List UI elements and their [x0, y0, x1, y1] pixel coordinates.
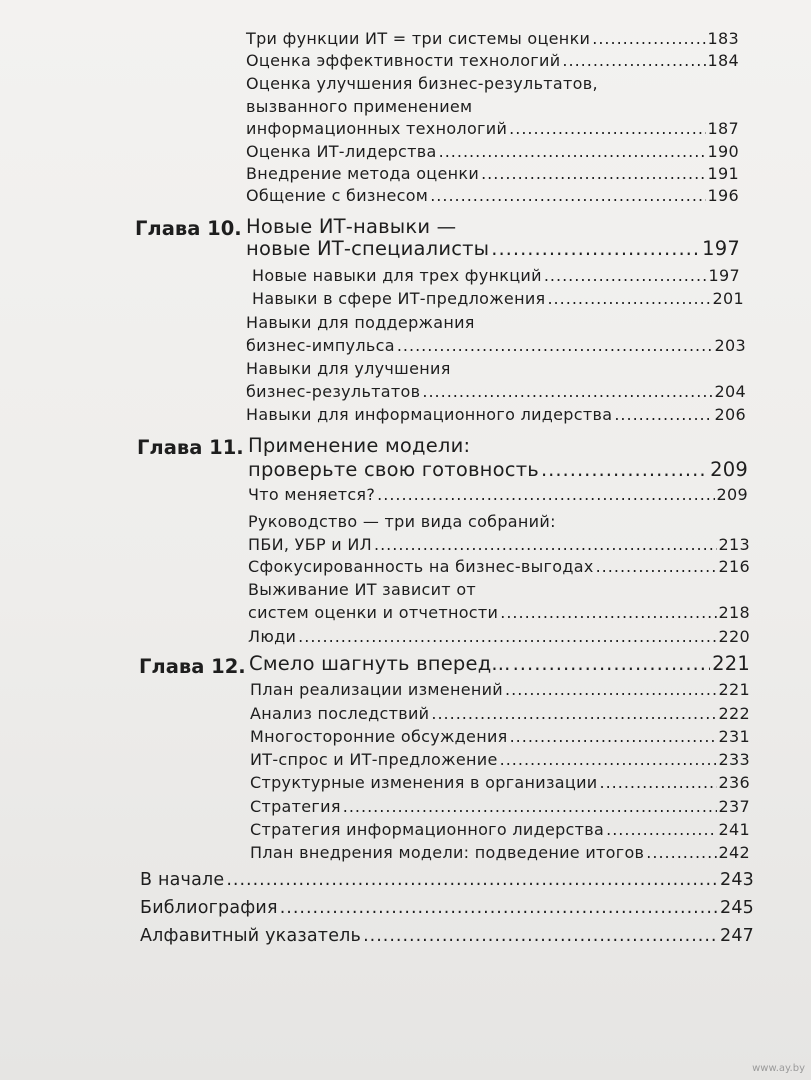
watermark: www.ay.by: [752, 1063, 805, 1074]
toc-entry: Оценка улучшения бизнес-результатов,: [246, 74, 598, 93]
toc-entry: вызванного применением: [246, 97, 473, 116]
toc-entry: Навыки для информационного лидерства ..... 206: [246, 405, 746, 424]
toc-entry: бизнес-импульса ..... 203: [246, 336, 746, 355]
toc-entry: Навыки для улучшения: [246, 359, 451, 378]
toc-entry: Что меняется? ..... 209: [248, 485, 748, 504]
toc-entry: Сфокусированность на бизнес-выгодах ..... 216: [248, 557, 750, 576]
toc-entry: ИТ-спрос и ИТ-предложение ..... 233: [250, 750, 750, 769]
toc-entry: систем оценки и отчетности ..... 218: [248, 603, 750, 622]
chapter-label: Глава 12.: [139, 655, 246, 678]
toc-entry: Руководство — три вида собраний:: [248, 512, 556, 531]
chapter-label: Глава 10.: [135, 217, 242, 240]
toc-entry: План внедрения модели: подведение итогов ..... 242: [250, 843, 750, 862]
toc-entry: Новые навыки для трех функций ..... 197: [252, 266, 740, 285]
chapter-title: Применение модели:: [248, 434, 471, 457]
toc-entry: Оценка ИТ-лидерства ..... 190: [246, 142, 739, 161]
chapter-title: Новые ИТ-навыки —: [246, 215, 457, 238]
toc-entry: Оценка эффективности технологий ..... 184: [246, 51, 739, 70]
toc-entry: План реализации изменений ..... 221: [250, 680, 750, 699]
toc-entry: Анализ последствий ..... 222: [250, 704, 750, 723]
chapter-title: проверьте свою готовность ..... 209: [248, 458, 748, 481]
chapter-title: Смело шагнуть вперед... ..... 221: [249, 652, 750, 675]
toc-entry: Внедрение метода оценки ..... 191: [246, 164, 739, 183]
toc-entry: Навыки в сфере ИТ-предложения ..... 201: [252, 289, 744, 308]
toc-entry: Стратегия информационного лидерства ..... 241: [250, 820, 750, 839]
toc-entry: Многосторонние обсуждения ..... 231: [250, 727, 750, 746]
toc-entry: Выживание ИТ зависит от: [248, 580, 477, 599]
toc-entry: информационных технологий ..... 187: [246, 119, 739, 138]
toc-entry: Три функции ИТ = три системы оценки ..... 183: [246, 29, 739, 48]
chapter-label: Глава 11.: [137, 436, 244, 459]
toc-entry: Структурные изменения в организации ..... 236: [250, 773, 750, 792]
chapter-title: новые ИТ-специалисты ..... 197: [246, 237, 740, 260]
toc-entry: В начале ..... 243: [140, 870, 754, 890]
toc-entry: ПБИ, УБР и ИЛ ..... 213: [248, 535, 750, 554]
toc-entry: Библиография ..... 245: [140, 898, 754, 918]
toc-entry: бизнес-результатов ..... 204: [246, 382, 746, 401]
toc-entry: Алфавитный указатель ..... 247: [140, 926, 754, 946]
toc-entry: Навыки для поддержания: [246, 313, 475, 332]
toc-entry: Общение с бизнесом ..... 196: [246, 186, 739, 205]
toc-entry: Стратегия ..... 237: [250, 797, 750, 816]
toc-entry: Люди ..... 220: [248, 627, 750, 646]
